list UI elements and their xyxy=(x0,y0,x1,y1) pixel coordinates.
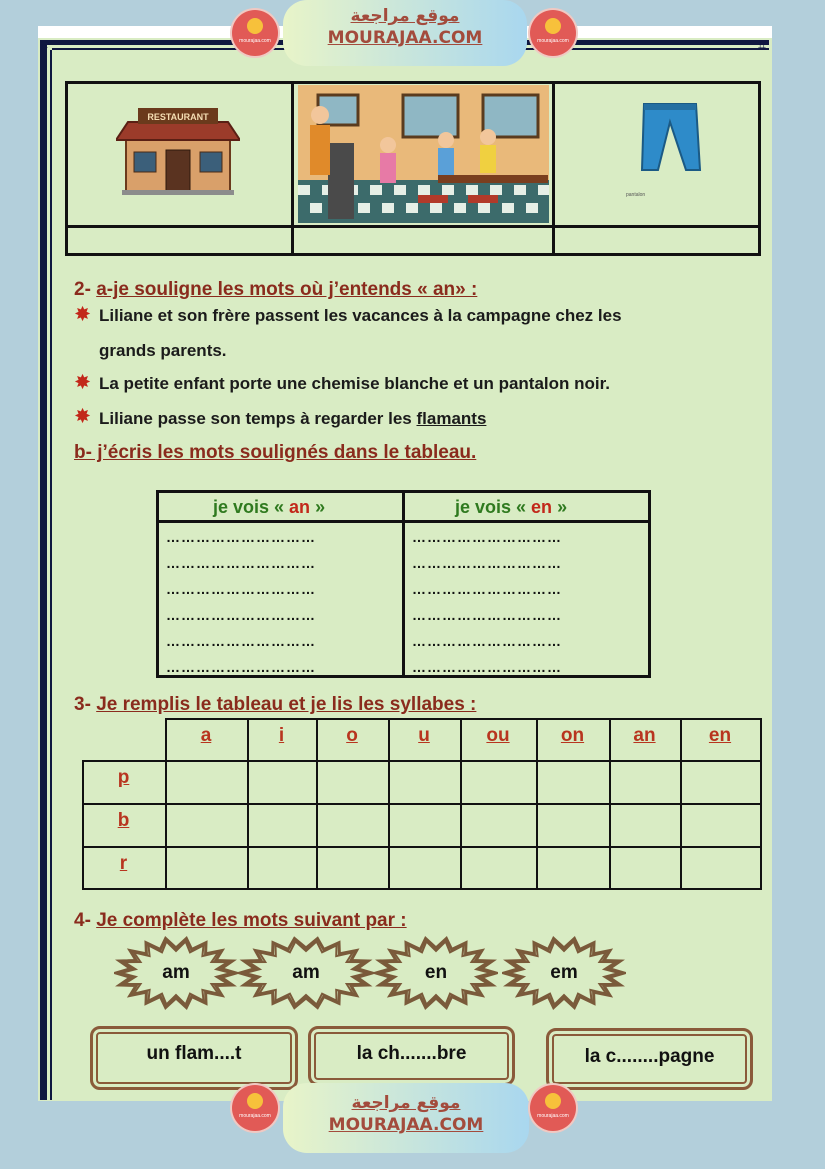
bullet-star-icon: ✸ xyxy=(75,372,91,392)
syllable-answer-cell[interactable] xyxy=(388,803,462,848)
restaurant-image xyxy=(116,100,240,196)
word-box-campagne[interactable]: la c........pagne xyxy=(546,1028,753,1090)
sentence-3 xyxy=(99,409,486,429)
syllable-consonant: r xyxy=(119,853,128,874)
syllable-vowel: an xyxy=(633,725,656,746)
starburst-am-1: am xyxy=(114,936,238,1010)
frame-corner-ornament-right: ⌗ xyxy=(758,38,766,54)
syllable-answer-cell[interactable] xyxy=(247,803,318,848)
dotted-line[interactable]: ………………………… xyxy=(166,529,316,545)
dotted-line[interactable]: ………………………… xyxy=(166,633,316,649)
frame-border-left-inner xyxy=(50,50,52,1100)
starburst-em: em xyxy=(502,936,626,1010)
dotted-line[interactable]: ………………………… xyxy=(166,659,316,675)
syllable-answer-cell[interactable] xyxy=(165,760,249,805)
dotted-line[interactable]: ………………………… xyxy=(412,555,562,571)
dotted-line[interactable]: ………………………… xyxy=(412,607,562,623)
an-en-table-header-line xyxy=(156,520,651,523)
picture-table-divider xyxy=(291,81,294,256)
syllable-answer-cell[interactable] xyxy=(316,846,390,890)
starburst-am-2: am xyxy=(238,936,374,1010)
syllable-vowel: u xyxy=(418,725,430,746)
site-badge-bottom[interactable] xyxy=(283,1083,529,1153)
underlined-word-flamants: flamants xyxy=(416,409,487,428)
site-logo-left-bottom[interactable]: mourajaa.com xyxy=(232,1085,278,1131)
word-box-chambre[interactable]: la ch.......bre xyxy=(308,1026,515,1086)
syllable-answer-cell[interactable] xyxy=(609,803,682,848)
syllable-answer-cell[interactable] xyxy=(536,846,611,890)
syllable-consonant: p xyxy=(117,767,130,788)
sentence-1b: grands parents. xyxy=(99,341,227,360)
site-logo-left-top[interactable]: mourajaa.com xyxy=(232,10,278,56)
syllable-consonant: b xyxy=(117,810,130,831)
sentence-1a: Liliane et son frère passent les vacances à la campagne chez les xyxy=(99,306,622,325)
bullet-star-icon: ✸ xyxy=(75,406,91,426)
syllable-vowel: ou xyxy=(486,725,510,746)
syllable-answer-cell[interactable] xyxy=(247,846,318,890)
syllable-answer-cell[interactable] xyxy=(316,760,390,805)
syllable-answer-cell[interactable] xyxy=(680,803,762,848)
picture-table-divider xyxy=(552,81,555,256)
dotted-line[interactable]: ………………………… xyxy=(412,633,562,649)
section4-title xyxy=(74,910,407,932)
syllable-answer-cell[interactable] xyxy=(680,760,762,805)
syllable-answer-cell[interactable] xyxy=(460,846,538,890)
dotted-line[interactable]: ………………………… xyxy=(412,581,562,597)
section2-number: 2- xyxy=(74,279,91,300)
section2-title-b: b- j’écris les mots soulignés dans le tableau. xyxy=(74,442,477,463)
sentence-3-text: Liliane passe son temps à regarder les xyxy=(99,409,417,428)
section2-title-a: a-je souligne les mots où j’entends « an» : xyxy=(96,279,478,300)
syllable-answer-cell[interactable] xyxy=(388,760,462,805)
site-logo-right-bottom[interactable]: mourajaa.com xyxy=(530,1085,576,1131)
starburst-en: en xyxy=(374,936,498,1010)
cafeteria-image xyxy=(298,85,549,223)
syllable-answer-cell[interactable] xyxy=(460,803,538,848)
syllable-vowel: i xyxy=(278,725,285,746)
syllable-answer-cell[interactable] xyxy=(388,846,462,890)
site-name-arabic: موقع مراجعة xyxy=(350,6,460,26)
site-badge-top[interactable] xyxy=(283,0,527,66)
restaurant-sign-text: RESTAURANT xyxy=(147,112,209,122)
dotted-line[interactable]: ………………………… xyxy=(166,555,316,571)
section3-number: 3- xyxy=(74,694,91,715)
syllable-answer-cell[interactable] xyxy=(460,760,538,805)
syllable-answer-cell[interactable] xyxy=(536,760,611,805)
syllable-answer-cell[interactable] xyxy=(247,760,318,805)
site-name-latin: MOURAJAA.COM xyxy=(327,28,483,48)
frame-corner-ornament-left: ⌗ xyxy=(40,38,48,54)
section3-title xyxy=(74,694,476,716)
frame-border-left xyxy=(40,40,47,1100)
section2-title xyxy=(74,279,477,301)
site-name-arabic: موقع مراجعة xyxy=(351,1093,461,1113)
syllable-answer-cell[interactable] xyxy=(165,803,249,848)
section4-title-text: Je complète les mots suivant par : xyxy=(96,910,407,931)
an-en-table-divider xyxy=(402,490,405,678)
dotted-line[interactable]: ………………………… xyxy=(412,659,562,675)
syllable-answer-cell[interactable] xyxy=(316,803,390,848)
sentence-2: La petite enfant porte une chemise blanche et un pantalon noir. xyxy=(99,374,611,393)
dotted-line[interactable]: ………………………… xyxy=(166,607,316,623)
syllable-answer-cell[interactable] xyxy=(609,760,682,805)
column-header-en: je vois « en » xyxy=(455,497,568,517)
site-name-latin: MOURAJAA.COM xyxy=(328,1115,484,1135)
syllable-answer-cell[interactable] xyxy=(609,846,682,890)
dotted-line[interactable]: ………………………… xyxy=(166,581,316,597)
syllable-answer-cell[interactable] xyxy=(680,846,762,890)
picture-table-row-divider xyxy=(65,225,761,228)
syllable-answer-cell[interactable] xyxy=(165,846,249,890)
syllable-vowel: a xyxy=(200,725,212,746)
syllable-vowel: on xyxy=(560,725,585,746)
syllable-answer-cell[interactable] xyxy=(536,803,611,848)
word-box-flamant[interactable]: un flam....t xyxy=(90,1026,298,1090)
syllable-vowel: o xyxy=(346,725,358,746)
bullet-star-icon: ✸ xyxy=(75,304,91,324)
syllable-vowel: en xyxy=(708,725,732,746)
column-header-an: je vois « an » xyxy=(213,497,326,517)
pants-caption: pantalon xyxy=(626,192,646,198)
site-logo-right-top[interactable]: mourajaa.com xyxy=(530,10,576,56)
section4-number: 4- xyxy=(74,910,91,931)
dotted-line[interactable]: ………………………… xyxy=(412,529,562,545)
section3-title-text: Je remplis le tableau et je lis les syllabes : xyxy=(96,694,477,715)
